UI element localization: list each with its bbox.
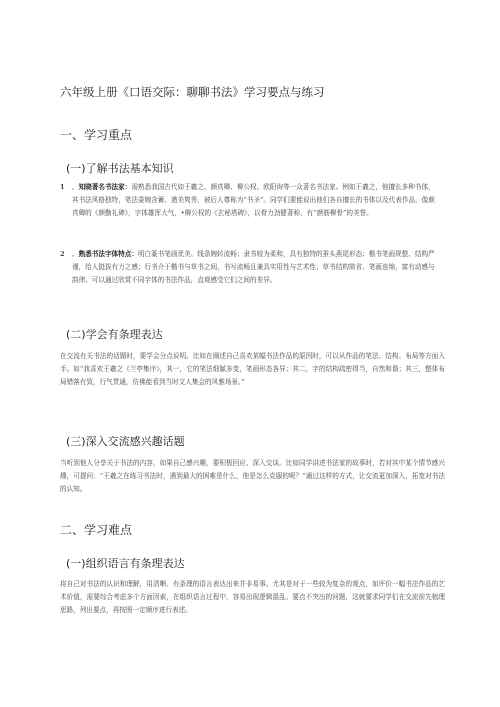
subheading-calligraphy-knowledge: (一)了解书法基本知识 xyxy=(66,162,174,175)
paragraph-deep-discussion: 当听到他人分享关于书法的内容，如果自己感兴趣，要积极回应、深入交谈。比如同学讲述书法家的故事时，若对其中某个情节感兴趣，可提问：“王羲之在练习书法时，遇到最大的困难是什么，他是怎么克服的呢？”通过这样的方式，让交流更加深入，拓宽对书法的认知。 xyxy=(60,459,445,494)
subheading-orderly-expression: (二)学会有条理表达 xyxy=(66,328,163,341)
list-item-text: 明白篆书笔画优美、线条婉转流畅；隶书较为柔和，具有独特的蚕头燕尾形态；楷书笔画规整、结构严谨，给人挺拔有力之感；行书介于楷书与草书之间，书写流畅且兼具实用性与艺术性；草书结构简省、笔画连绵，富有动感与韵律。可以通过欣赏不同字体的书法作品，直观感受它们之间的差异。 xyxy=(72,250,435,285)
paragraph-orderly-expression: 在交流有关书法的话题时，要学会分点说明。比如在阐述自己喜欢某幅书法作品的原因时，可以从作品的笔法、结构、布局等方面入手。如“我喜欢王羲之《兰亭集序》，其一，它的笔法细腻多变，笔画形态各异；其二，字的结构疏密得当，自然和谐；其三，整体布局错落有致，行气贯通，仿佛能看到当时文人集会的风雅场景。” xyxy=(60,352,445,387)
list-item xyxy=(60,248,440,288)
subheading-deep-discussion: (三)深入交流感兴趣话题 xyxy=(66,435,185,448)
list-item-lead: ．知晓著名书法家： xyxy=(72,183,132,191)
list-item-number: 2 xyxy=(60,250,65,258)
list-item xyxy=(60,181,440,221)
list-item-text: 需熟悉我国古代如王羲之、颜真卿、柳公权、欧阳询等一众著名书法家。例如王羲之，他擅长多种书体，其书法风格独特，笔法委婉含蓄、遒美隽秀，被后人尊称为“书圣”。同学们要能说出他们各自擅长的书体以及代表作品，像颜真卿的《颜勤礼碑》，字体雄浑大气，•柳公权的《玄秘塔碑》，以骨力劲健著称，有“颜筋柳骨”的美誉。 xyxy=(72,183,435,218)
section-heading-difficulties: 二、学习难点 xyxy=(60,523,133,537)
list-item-number: 1 xyxy=(60,183,65,191)
subheading-language-organization: (一)组织语言有条理表达 xyxy=(66,557,185,570)
page-title: 六年级上册《口语交际：聊聊书法》学习要点与练习 xyxy=(60,85,325,99)
list-item-lead: ．熟悉书法字体特点： xyxy=(72,250,138,258)
section-heading-key-points: 一、学习重点 xyxy=(60,128,133,142)
paragraph-language-organization: 将自己对书法的认识和理解，用清晰、有条理的语言表达出来并非易事。尤其是对于一些较为复杂的观点，如评价一幅书法作品的艺术价值，需要综合考虑多个方面因素，在组织语言过程中，容易出现逻辑混乱、要点不突出的问题，这就要求同学们在交流前先梳理思路，列出要点，再按照一定顺序进行表述。 xyxy=(60,580,445,615)
